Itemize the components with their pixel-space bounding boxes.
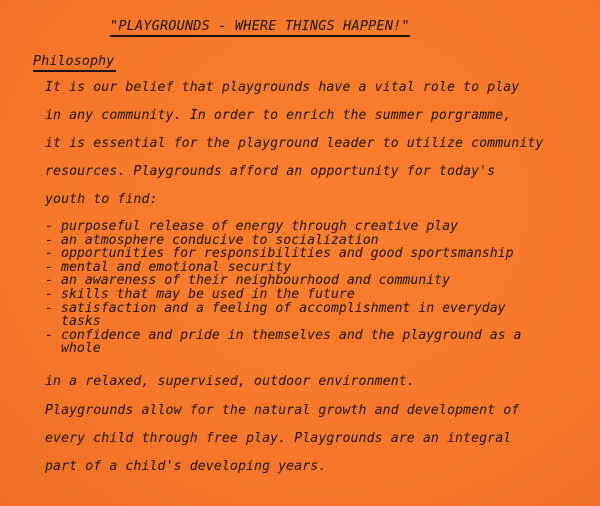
list-item bbox=[45, 247, 522, 261]
bullet-list bbox=[45, 220, 522, 356]
list-item bbox=[45, 302, 522, 329]
intro-line: it is essential for the playground leader to utilize community bbox=[45, 136, 544, 151]
list-item bbox=[45, 220, 522, 234]
bullet-dash: - bbox=[45, 259, 53, 275]
bullet-text: purposeful release of energy through creative play bbox=[61, 219, 458, 234]
intro-line: It is our belief that playgrounds have a vital role to play bbox=[45, 80, 520, 95]
bullet-text: opportunities for responsibilities and good sportsmanship bbox=[61, 246, 514, 262]
bullet-text: an atmosphere conducive to socialization bbox=[61, 232, 379, 248]
intro-line: youth to find: bbox=[45, 192, 158, 207]
bullet-dash: - bbox=[45, 327, 53, 343]
list-item bbox=[45, 274, 522, 288]
document-title: "PLAYGROUNDS - WHERE THINGS HAPPEN!" bbox=[110, 18, 410, 37]
bullet-text: confidence and pride in themselves and the playground as a bbox=[61, 327, 522, 343]
intro-line: resources. Playgrounds afford an opportunity for today's bbox=[45, 164, 496, 179]
closing-line: Playgrounds allow for the natural growth and development of bbox=[45, 403, 520, 418]
section-heading: Philosophy bbox=[33, 53, 116, 72]
list-item bbox=[45, 234, 522, 248]
bullet-dash: - bbox=[45, 273, 53, 289]
bullet-text: mental and emotional security bbox=[61, 259, 292, 275]
bullet-dash: - bbox=[45, 300, 53, 316]
list-item bbox=[45, 261, 522, 275]
bullet-dash: - bbox=[45, 286, 53, 302]
intro-line: in any community. In order to enrich the summer porgramme, bbox=[45, 108, 512, 123]
bullet-text: an awareness of their neighbourhood and community bbox=[61, 273, 451, 289]
bullet-dash: - bbox=[45, 246, 53, 262]
closing-line: part of a child's developing years. bbox=[45, 459, 327, 474]
bullet-dash: - bbox=[45, 219, 53, 234]
bullet-continuation: tasks bbox=[61, 314, 101, 330]
closing-line: in a relaxed, supervised, outdoor environment. bbox=[45, 374, 415, 389]
bullet-continuation: whole bbox=[61, 341, 101, 357]
list-item bbox=[45, 288, 522, 302]
list-item bbox=[45, 329, 522, 356]
bullet-text: skills that may be used in the future bbox=[61, 286, 355, 302]
bullet-text: satisfaction and a feeling of accomplishment in everyday bbox=[61, 300, 506, 316]
closing-line: every child through free play. Playgrounds are an integral bbox=[45, 431, 512, 446]
bullet-dash: - bbox=[45, 232, 53, 248]
